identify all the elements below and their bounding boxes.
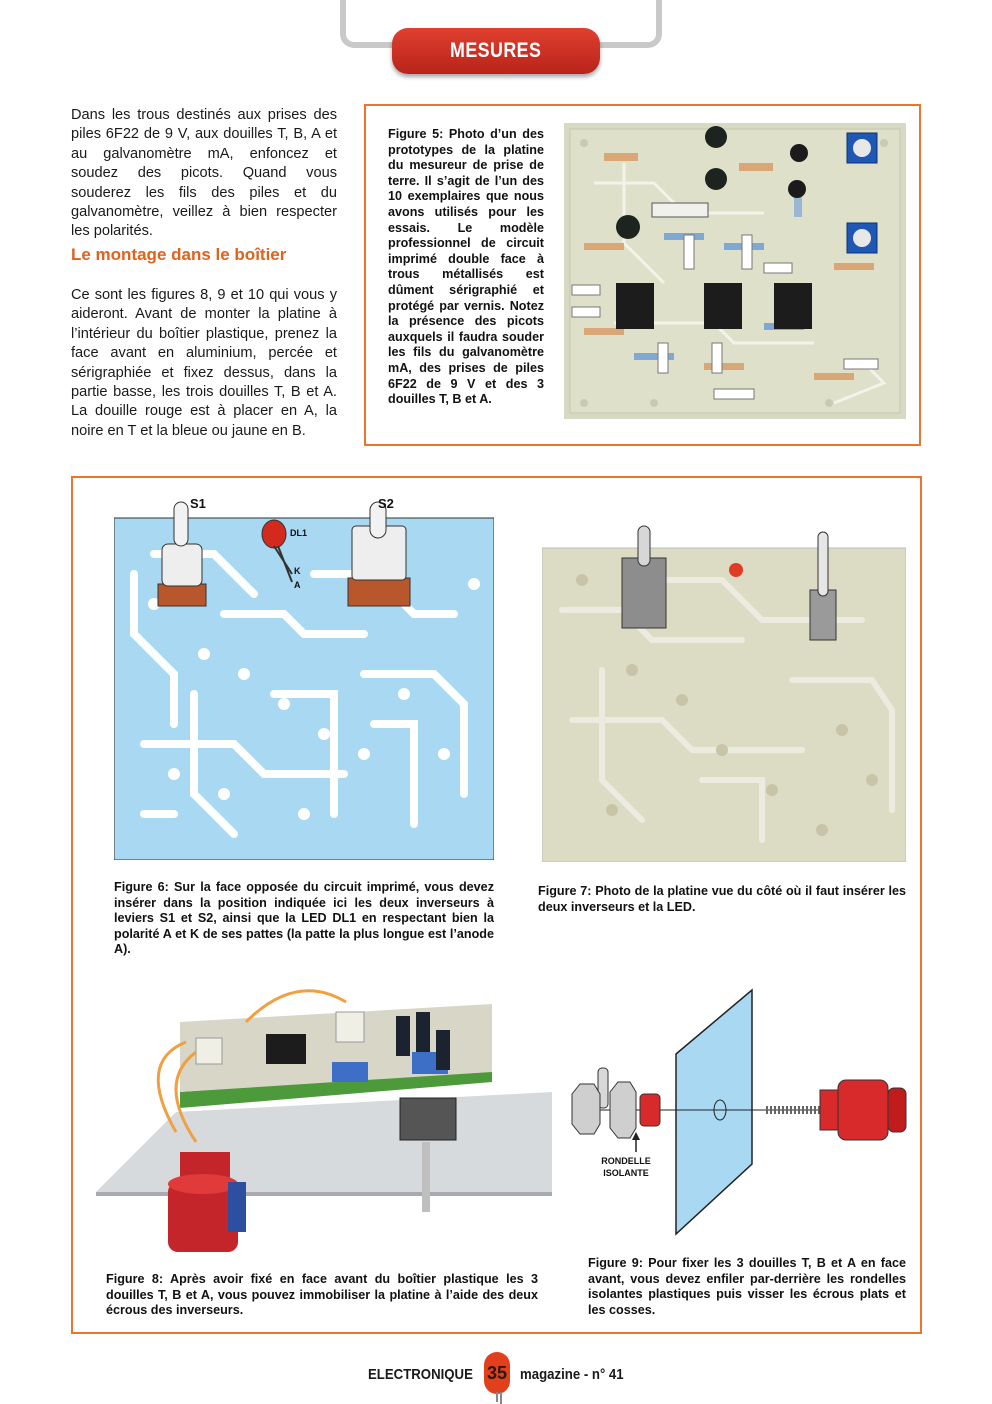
figure7-photo xyxy=(542,520,906,862)
section-heading: Le montage dans le boîtier xyxy=(71,245,287,264)
figure6-caption: Figure 6: Sur la face opposée du circuit imprimé, vous devez insérer dans la position indiquée ici les deux inverseurs à leviers S1 et S2, ainsi que la LED DL1 en respectant bien la polarité A et K de ses pattes (la patte la plus longue est l’anode A). xyxy=(114,880,494,957)
fig9-label-line1: RONDELLE xyxy=(601,1156,651,1166)
led-leg-icon xyxy=(496,1392,498,1402)
intro-paragraph: Dans les trous destinés aux prises des piles 6F22 de 9 V, aux douilles T, B, A et au galvanomètre mA, enfoncez et soudez des picots. Quand vous souderez les fils des piles et du galvanomètre, veillez à bien respecter les polarités. xyxy=(71,107,337,240)
fig6-label-s2: S2 xyxy=(378,496,394,511)
section-tab xyxy=(392,28,600,74)
fig6-label-s1: S1 xyxy=(190,496,206,511)
figure9-caption: Figure 9: Pour fixer les 3 douilles T, B et A en face avant, vous devez enfiler par-derrière les rondelles isolantes plastiques puis visser les écrous plats et les cosses. xyxy=(588,1256,906,1317)
fig6-label-k: K xyxy=(294,566,301,576)
figure9-diagram xyxy=(570,984,916,1236)
figure7-caption: Figure 7: Photo de la platine vue du côté où il faut insérer les deux inverseurs et la LED. xyxy=(538,884,906,914)
page-footer xyxy=(0,1350,992,1400)
fig9-label-line2: ISOLANTE xyxy=(603,1168,649,1178)
figure5-photo xyxy=(564,123,906,419)
fig6-label-dl1: DL1 xyxy=(290,528,308,538)
footer-magazine-name: ELECTRONIQUE xyxy=(368,1366,473,1383)
section-paragraph: Ce sont les figures 8, 9 et 10 qui vous y aideront. Avant de monter la platine à l’intérieur du boîtier plastique, prenez la face avant en aluminium, percée et sérigraphiée et fixez dessus, dans la partie basse, les trois douilles T, B et A. La douille rouge est à placer en A, la noire en T et la bleue ou jaune en B. xyxy=(71,287,337,439)
fig6-label-a: A xyxy=(294,580,301,590)
figure5-caption: Figure 5: Photo d’un des prototypes de la platine du mesureur de prise de terre. Il s’agit de l’un des 10 exemplaires que nous avons utilisés pour les essais. Le modèle professionnel de circuit imprimé double face à trous métallisés est dûment sérigraphié et protégé par vernis. Notez la présence des picots auxquels il faudra souder les fils du galvanomètre mA, des prises de piles 6F22 de 9 V et des 3 douilles T, B et A. xyxy=(388,127,544,407)
figure8-photo xyxy=(96,982,552,1258)
footer-issue: magazine - n° 41 xyxy=(520,1366,624,1383)
figure6-diagram xyxy=(114,494,494,860)
section-title: MESURES xyxy=(450,39,542,62)
page-number: 35 xyxy=(486,1362,508,1383)
page-number-badge xyxy=(484,1352,510,1394)
led-leg-icon xyxy=(500,1392,502,1404)
figure8-caption: Figure 8: Après avoir fixé en face avant du boîtier plastique les 3 douilles T, B et A, vous pouvez immobiliser la platine à l’aide des deux écrous des inverseurs. xyxy=(106,1272,538,1318)
